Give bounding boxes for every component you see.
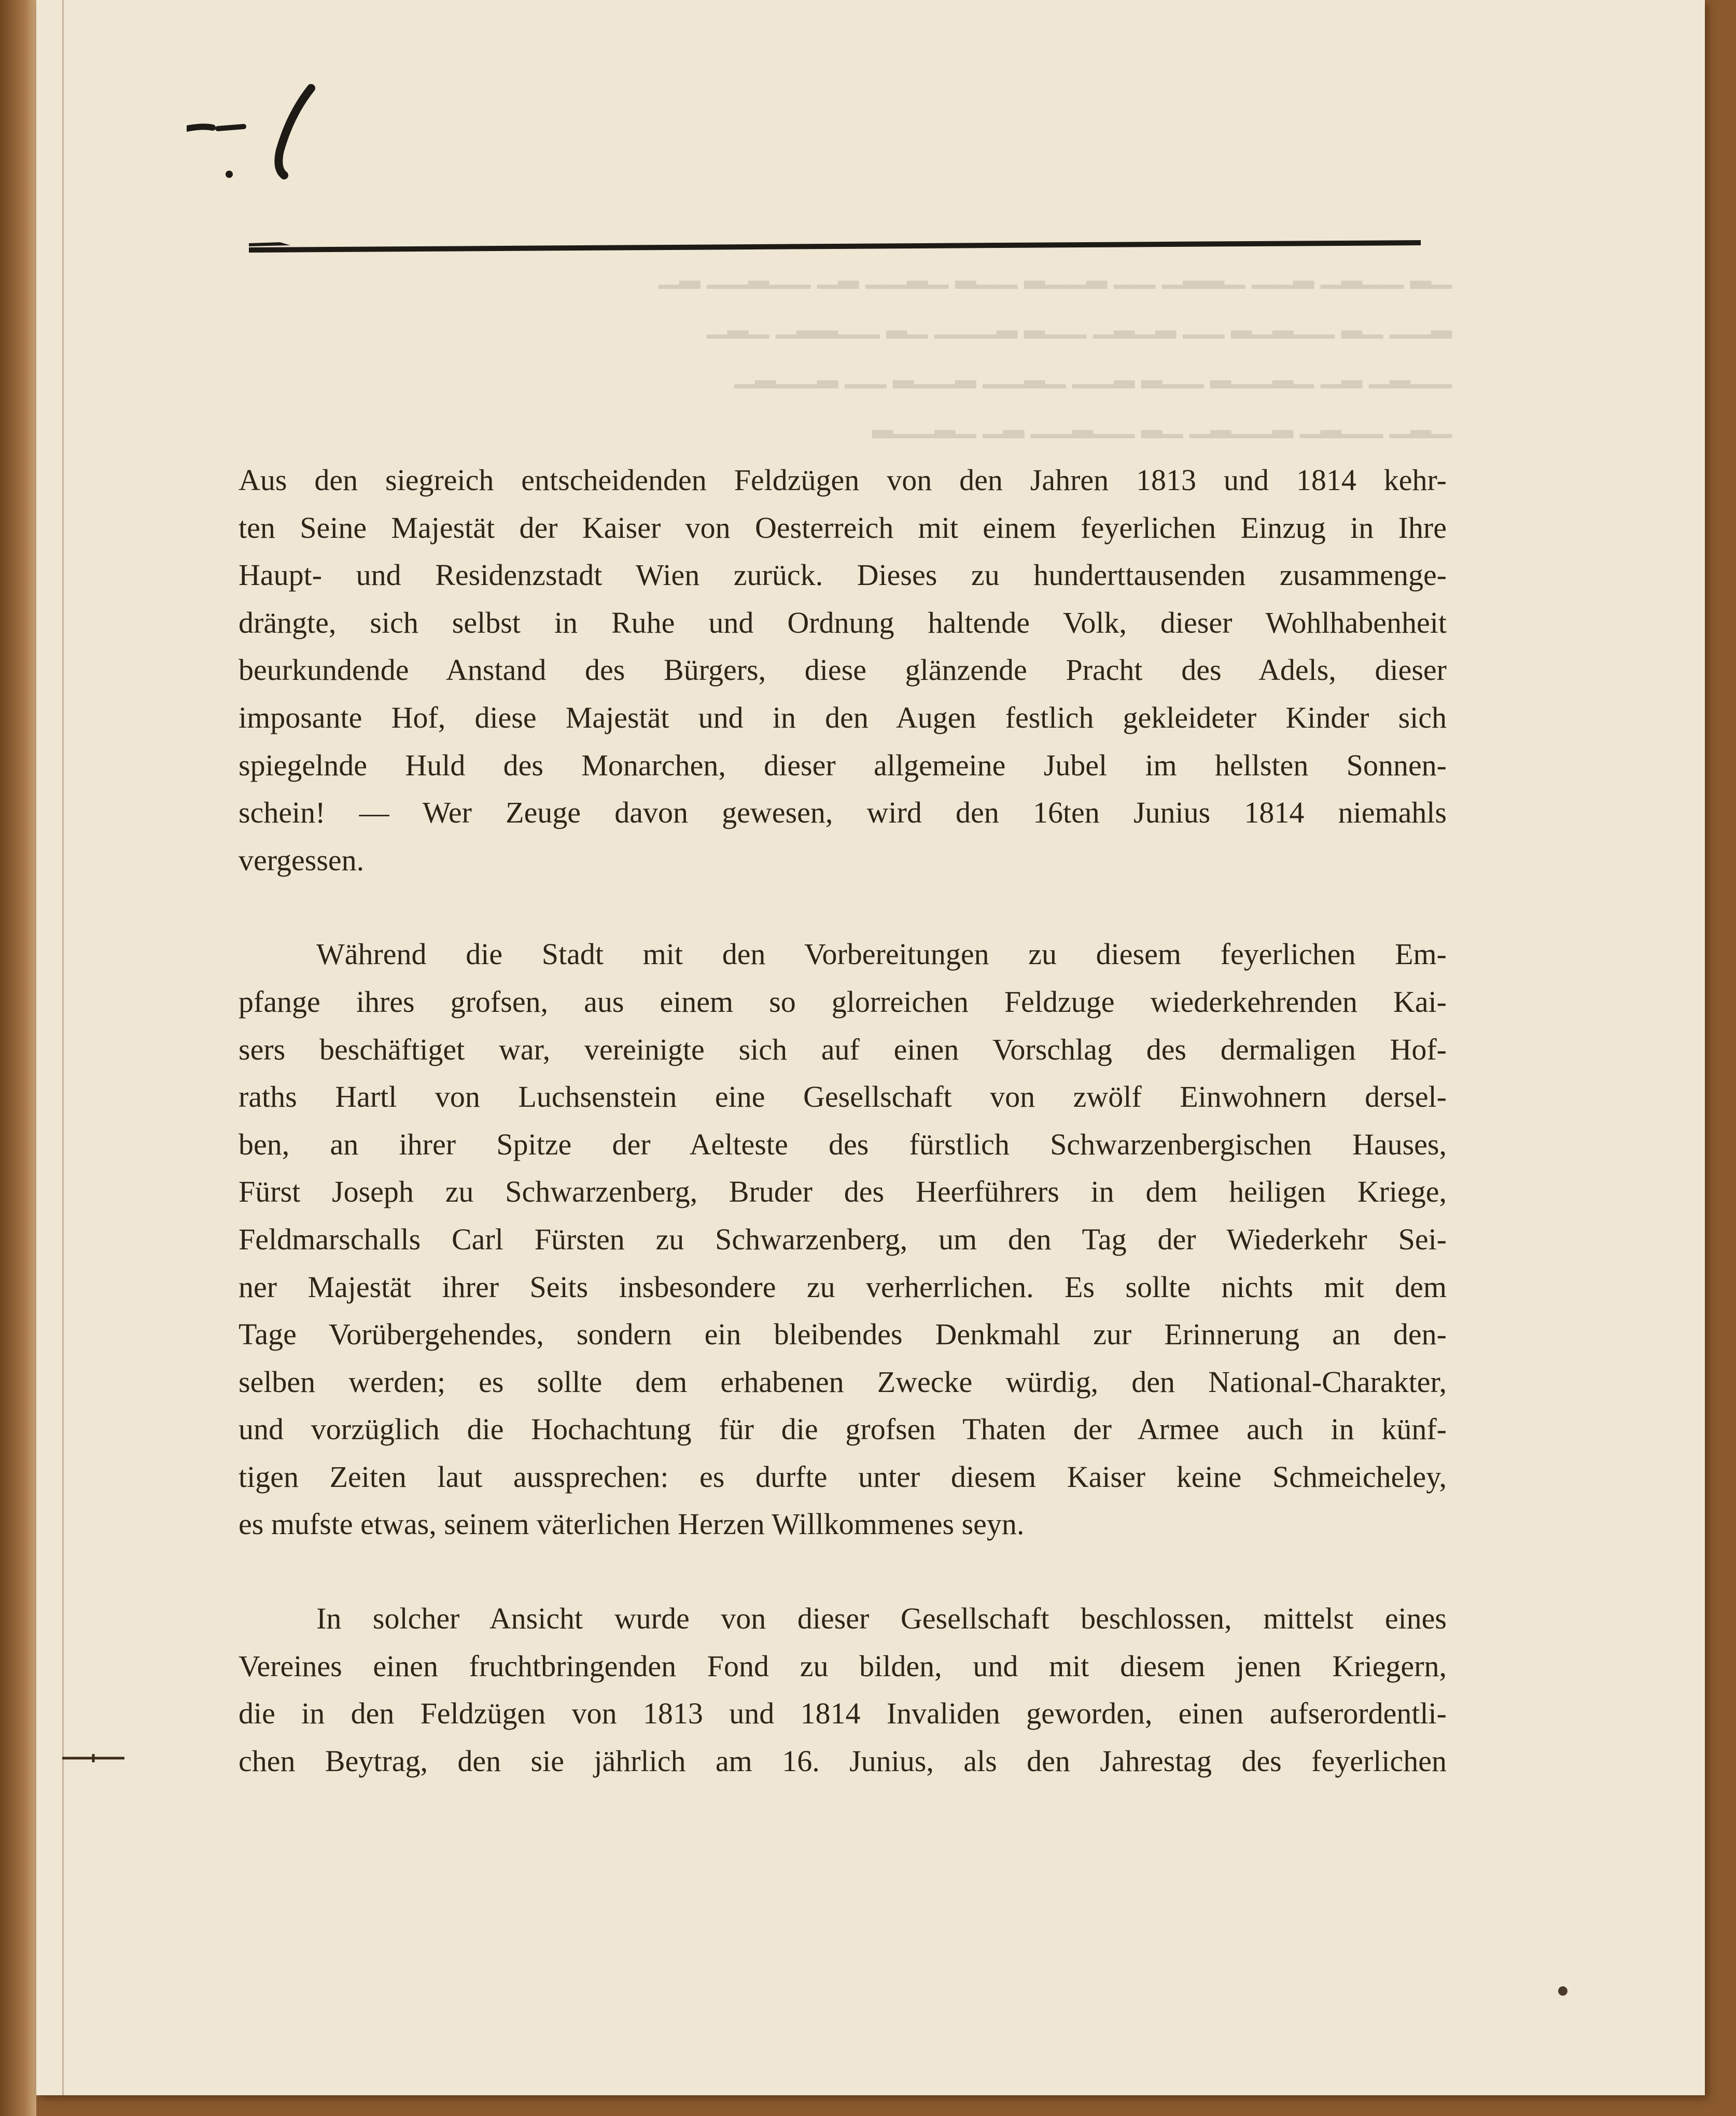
text-line: und vorzüglich die Hochachtung für die grofsen Thaten der Armee auch in künf- [239,1412,1447,1446]
margin-tick-mark [62,1752,124,1764]
text-line: es mufste etwas, seinem väterlichen Herzen Willkommenes seyn. [239,1507,1025,1541]
paper-page [36,0,1705,2095]
paragraph-3 [239,1595,1447,1785]
text-line: spiegelnde Huld des Monarchen, dieser allgemeine Jubel im hellsten Sonnen- [239,748,1447,782]
text-line: ten Seine Majestät der Kaiser von Oesterreich mit einem feyerlichen Einzug in Ihre [239,510,1447,545]
horizontal-rule [249,236,1421,254]
text-line: beurkundende Anstand des Bürgers, diese glänzende Pracht des Adels, dieser [239,653,1447,687]
gutter-fold [62,0,64,2095]
ink-speck [1558,1986,1567,1996]
book-binding [0,0,36,2116]
text-line: Vereines einen fruchtbringenden Fond zu bilden, und mit diesem jenen Kriegern, [239,1649,1447,1683]
text-line: tigen Zeiten laut aussprechen: es durfte unter diesem Kaiser keine Schmeicheley, [239,1459,1447,1494]
paragraph-2 [239,930,1447,1548]
text-line: Haupt- und Residenzstadt Wien zurück. Dieses zu hunderttausenden zusammenge- [239,558,1447,592]
text-line: vergessen. [239,843,365,877]
handwritten-annotation [187,78,327,182]
text-line: chen Beytrag, den sie jährlich am 16. Junius, als den Jahrestag des feyerlichen [239,1744,1447,1778]
text-line: sers beschäftiget war, vereinigte sich auf einen Vorschlag des dermaligen Hof- [239,1032,1447,1066]
text-line: ner Majestät ihrer Seits insbesondere zu verherrlichen. Es sollte nichts mit dem [239,1270,1447,1304]
text-line: selben werden; es sollte dem erhabenen Zwecke würdig, den National-Charakter, [239,1365,1447,1399]
text-line: pfange ihres grofsen, aus einem so glorreichen Feldzuge wiederkehrenden Kai- [239,984,1447,1019]
text-line: Während die Stadt mit den Vorbereitungen zu diesem feyerlichen Em- [316,937,1447,971]
text-line: ben, an ihrer Spitze der Aelteste des fürstlich Schwarzenbergischen Hauses, [239,1127,1447,1161]
text-line: In solcher Ansicht wurde von dieser Gesellschaft beschlossen, mittelst eines [316,1602,1447,1636]
body-text [239,456,1447,1785]
text-line: imposante Hof, diese Majestät und in den Augen festlich gekleideter Kinder sich [239,700,1447,734]
paragraph-1 [239,456,1447,884]
text-line: Fürst Joseph zu Schwarzenberg, Bruder des Heerführers in dem heiligen Kriege, [239,1175,1447,1209]
text-line: drängte, sich selbst in Ruhe und Ordnung haltende Volk, dieser Wohlhabenheit [239,605,1447,639]
reverse-side-bleed-through: ▁▂ ▁▁▂▁ ▂▁▁ ▁▂▂▁ ▁▁ ▂▁▁▂ ▁▁▂ ▁▂▁▁ ▂▁ ▁▁▂▁▁ ▂▁ ▂▁▁ ▁▂ ▁▁▂▁▂ ▁▁ ▂▁▂▁ ▁▁▂ ▂▁▁▁ ▁▂ ▁▁▂▂▁ ▁▂▁ ▁▁▂▁ ▂▁ ▁▂▁▁▂ ▁▁▂ ▂▁▁ ▁▂▁▁ ▂▁▁▂ ▁▁ ▂▁▁▂▁ ▁▂▁ ▁▁▂▁ ▂▁▁▂▁ ▁▂ ▁▁▂▁▁ ▂▁ ▁▂▁▁▂ [659,259,1452,438]
text-line: Aus den siegreich entscheidenden Feldzügen von den Jahren 1813 und 1814 kehr- [239,463,1447,497]
text-line: Feldmarschalls Carl Fürsten zu Schwarzenberg, um den Tag der Wiederkehr Sei- [239,1222,1447,1256]
text-line: raths Hartl von Luchsenstein eine Gesellschaft von zwölf Einwohnern dersel- [239,1080,1447,1114]
text-line: schein! — Wer Zeuge davon gewesen, wird den 16ten Junius 1814 niemahls [239,796,1447,830]
text-line: Tage Vorübergehendes, sondern ein bleibendes Denkmahl zur Erinnerung an den- [239,1317,1447,1352]
text-line: die in den Feldzügen von 1813 und 1814 Invaliden geworden, einen aufserordentli- [239,1696,1447,1731]
